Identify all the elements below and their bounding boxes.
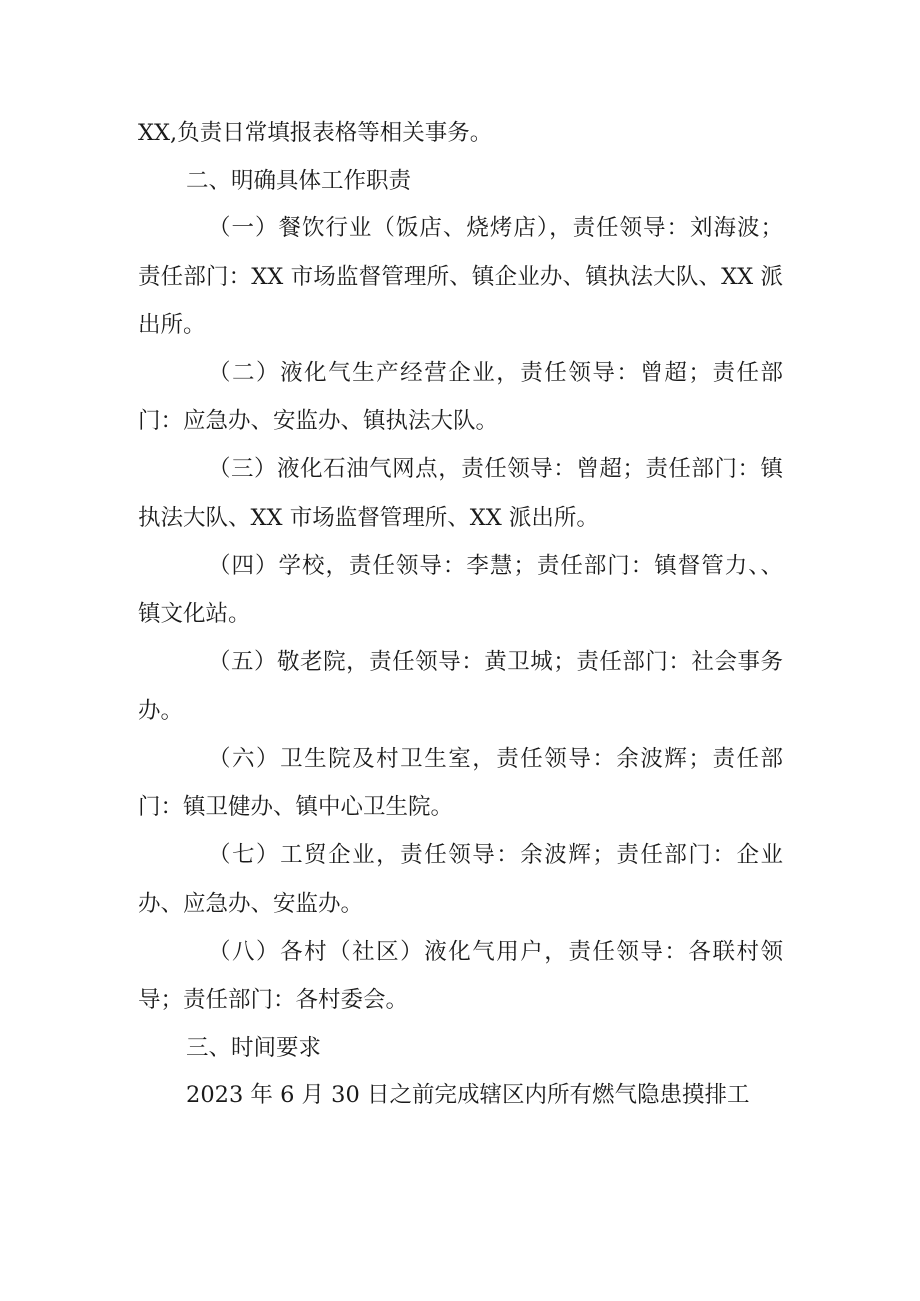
paragraph-line: 办。 [138,698,184,724]
paragraph-line: 执法大队、XX 市场监督管理所、XX 派出所。 [138,505,599,531]
section-heading: 二、明确具体工作职责 [186,168,412,194]
paragraph-line: 2023 年 6 月 30 日之前完成辖区内所有燃气隐患摸排工 [186,1082,750,1108]
paragraph-line: （三）液化石油气网点，责任领导：曾超；责任部门：镇 [208,456,783,482]
paragraph-line: 责任部门：XX 市场监督管理所、镇企业办、镇执法大队、XX 派 [138,264,783,290]
paragraph-line: XX,负责日常填报表格等相关事务。 [138,120,493,146]
paragraph-line: （六）卫生院及村卫生室，责任领导：余波辉；责任部 [208,746,783,772]
paragraph-line: （二）液化气生产经营企业，责任领导：曾超；责任部 [208,360,783,386]
section-heading: 三、时间要求 [186,1035,322,1061]
paragraph-line: 出所。 [138,312,206,338]
paragraph-line: 门：应急办、安监办、镇执法大队。 [138,408,499,434]
paragraph-line: （七）工贸企业，责任领导：余波辉；责任部门：企业 [208,842,783,868]
paragraph-line: 导；责任部门：各村委会。 [138,987,409,1013]
paragraph-line: 镇文化站。 [138,601,251,627]
paragraph-line: 办、应急办、安监办。 [138,891,364,917]
paragraph-line: 门：镇卫健办、镇中心卫生院。 [138,794,454,820]
paragraph-line: （四）学校，责任领导：李慧；责任部门：镇督管力、、 [208,553,783,579]
paragraph-line: （八）各村（社区）液化气用户，责任领导：各联村领 [208,939,783,965]
paragraph-line: （五）敬老院，责任领导：黄卫城；责任部门：社会事务 [208,649,783,675]
paragraph-line: （一）餐饮行业（饭店、烧烤店），责任领导：刘海波； [208,215,783,241]
